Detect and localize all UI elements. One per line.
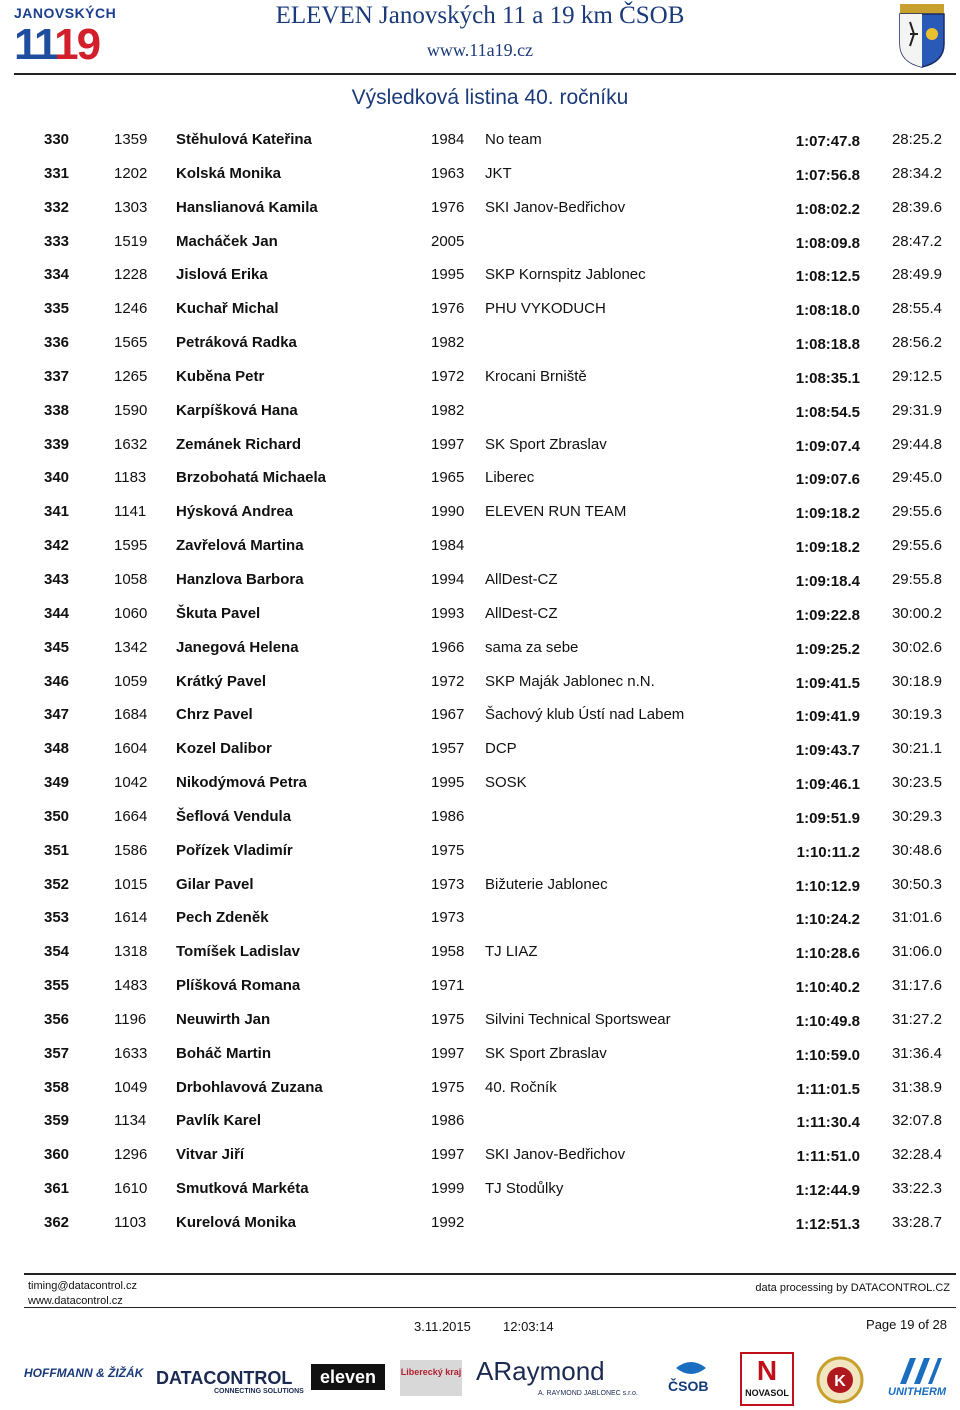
- result-bib: 1134: [114, 1112, 147, 1130]
- result-name: Boháč Martin: [176, 1044, 272, 1062]
- result-time: 1:11:51.0: [796, 1148, 860, 1166]
- table-row: [0, 800, 960, 834]
- table-row: [0, 258, 960, 292]
- result-name: Hanzlova Barbora: [176, 570, 304, 588]
- result-year: 1975: [431, 1078, 465, 1096]
- result-gap: 29:44.8: [891, 435, 942, 453]
- result-rank: 330: [44, 131, 70, 148]
- result-year: 1986: [431, 807, 465, 825]
- result-gap: 31:36.4: [891, 1044, 942, 1062]
- result-bib: 1042: [114, 774, 148, 792]
- result-bib: 1103: [114, 1214, 147, 1231]
- footer-email[interactable]: timing@datacontrol.cz: [28, 1280, 137, 1292]
- footer-website[interactable]: www.datacontrol.cz: [28, 1295, 123, 1307]
- result-club: Bižuterie Jablonec: [485, 875, 608, 893]
- table-row: [0, 665, 960, 699]
- result-rank: 347: [44, 706, 70, 724]
- result-rank: 351: [44, 841, 70, 859]
- result-name: Vitvar Jiří: [176, 1146, 245, 1164]
- sponsor-araymond: ARaymond: [476, 1356, 605, 1386]
- result-rank: 339: [44, 435, 70, 453]
- result-bib: 1586: [114, 841, 148, 859]
- table-row: [0, 1138, 960, 1172]
- result-bib: 1049: [114, 1078, 148, 1096]
- table-row: [0, 360, 960, 394]
- result-year: 1997: [431, 1044, 465, 1062]
- sponsor-eleven: eleven: [311, 1364, 385, 1390]
- sponsor-hoffmann-zizak: HOFFMANN & ŽIŽÁK: [24, 1366, 144, 1380]
- result-time: 1:10:49.8: [795, 1012, 860, 1030]
- result-time: 1:08:18.0: [795, 302, 860, 320]
- result-year: 1994: [431, 570, 465, 588]
- results-table: [0, 123, 960, 1240]
- result-rank: 342: [44, 537, 70, 555]
- result-time: 1:09:18.2: [795, 539, 860, 557]
- result-bib: 1296: [114, 1146, 148, 1164]
- result-rank: 355: [44, 977, 70, 995]
- result-club: Krocani Brniště: [485, 367, 587, 385]
- table-row: [0, 326, 960, 360]
- result-bib: 1318: [114, 943, 148, 961]
- result-club: SKI Janov-Bedřichov: [485, 198, 626, 216]
- result-name: Hanslianová Kamila: [176, 198, 318, 216]
- result-gap: 30:18.9: [891, 672, 942, 690]
- result-time: 1:10:28.6: [795, 945, 860, 963]
- result-name: Kuchař Michal: [176, 300, 279, 318]
- result-name: Macháček Jan: [176, 232, 278, 250]
- result-rank: 362: [44, 1214, 70, 1231]
- result-rank: 334: [44, 266, 70, 284]
- result-club: Šachový klub Ústí nad Labem: [485, 706, 685, 724]
- result-year: 2005: [431, 232, 465, 250]
- results-title: Výsledková listina 40. ročníku: [351, 86, 629, 109]
- result-time: 1:07:56.8: [795, 166, 860, 184]
- table-row: [0, 191, 960, 225]
- result-gap: 32:07.8: [891, 1112, 942, 1130]
- result-rank: 335: [44, 300, 70, 318]
- result-name: Gilar Pavel: [176, 875, 254, 893]
- result-time: 1:10:12.9: [795, 877, 860, 895]
- result-rank: 353: [44, 909, 70, 927]
- result-rank: 346: [44, 672, 70, 690]
- result-gap: 31:06.0: [891, 943, 942, 961]
- table-row: [0, 123, 960, 157]
- table-row: [0, 563, 960, 597]
- result-time: 1:08:54.5: [795, 403, 860, 421]
- result-time: 1:12:44.9: [795, 1182, 860, 1200]
- result-name: Kuběna Petr: [176, 367, 265, 385]
- result-time: 1:09:41.9: [795, 708, 860, 726]
- result-gap: 28:55.4: [891, 300, 942, 318]
- result-name: Krátký Pavel: [176, 672, 267, 690]
- table-row: [0, 225, 960, 259]
- footer-divider: [24, 1273, 956, 1275]
- result-club: AllDest-CZ: [485, 604, 558, 622]
- header-divider: [14, 73, 956, 75]
- result-bib: 1614: [114, 909, 148, 927]
- result-year: 1999: [431, 1180, 465, 1198]
- result-name: Pavlík Karel: [176, 1112, 262, 1130]
- result-club: 40. Ročník: [485, 1078, 557, 1096]
- result-rank: 357: [44, 1044, 70, 1062]
- sponsor-araymond-sub: A. RAYMOND JABLONEC s.r.o.: [538, 1390, 638, 1397]
- result-rank: 331: [44, 164, 70, 182]
- result-bib: 1359: [114, 131, 148, 148]
- result-year: 1975: [431, 1010, 465, 1028]
- result-gap: 30:00.2: [891, 604, 942, 622]
- result-rank: 349: [44, 774, 70, 792]
- result-rank: 337: [44, 367, 70, 385]
- result-rank: 332: [44, 198, 70, 216]
- sponsor-bar: [18, 1350, 958, 1408]
- result-name: Kolská Monika: [176, 164, 282, 182]
- result-rank: 333: [44, 232, 70, 250]
- result-name: Zemánek Richard: [176, 435, 302, 453]
- svg-text:K: K: [834, 1373, 846, 1390]
- result-year: 1957: [431, 740, 465, 758]
- table-row: [0, 1003, 960, 1037]
- result-club: SKP Kornspitz Jablonec: [485, 266, 646, 284]
- result-club: Silvini Technical Sportswear: [485, 1010, 671, 1028]
- event-logo-top: JANOVSKÝCH: [14, 5, 117, 21]
- result-name: Zavřelová Martina: [176, 537, 304, 555]
- table-row: [0, 834, 960, 868]
- result-rank: 360: [44, 1146, 70, 1164]
- result-rank: 350: [44, 807, 70, 825]
- result-name: Brzobohatá Michaela: [176, 469, 327, 487]
- table-row: [0, 529, 960, 563]
- result-bib: 1483: [114, 977, 148, 995]
- result-club: JKT: [485, 164, 512, 182]
- result-name: Neuwirth Jan: [176, 1010, 271, 1028]
- result-time: 1:10:11.2: [796, 843, 860, 861]
- result-year: 1976: [431, 300, 465, 318]
- result-club: ELEVEN RUN TEAM: [485, 503, 627, 521]
- result-year: 1986: [431, 1112, 465, 1130]
- sponsor-datacontrol-sub: CONNECTING SOLUTIONS: [214, 1388, 304, 1395]
- result-time: 1:08:02.2: [795, 200, 860, 218]
- result-year: 1966: [431, 638, 465, 656]
- result-club: SOSK: [485, 774, 527, 792]
- result-time: 1:08:35.1: [795, 369, 860, 387]
- result-bib: 1684: [114, 706, 148, 724]
- result-time: 1:08:09.8: [795, 234, 860, 252]
- result-gap: 33:28.7: [891, 1214, 942, 1231]
- table-row: [0, 394, 960, 428]
- result-time: 1:12:51.3: [795, 1216, 860, 1233]
- table-row: [0, 157, 960, 191]
- result-bib: 1060: [114, 604, 148, 622]
- sponsor-liberecky-kraj: Liberecký kraj: [400, 1360, 462, 1396]
- event-logo-19: 19: [54, 20, 100, 69]
- sponsor-unitherm: UNITHERM: [888, 1386, 947, 1398]
- result-gap: 29:12.5: [891, 367, 942, 385]
- result-rank: 344: [44, 604, 70, 622]
- result-gap: 28:34.2: [891, 164, 942, 182]
- result-club: TJ LIAZ: [485, 943, 538, 961]
- result-name: Stěhulová Kateřina: [176, 131, 312, 148]
- result-name: Chrz Pavel: [176, 706, 253, 724]
- result-year: 1973: [431, 875, 465, 893]
- table-row: [0, 935, 960, 969]
- result-name: Pech Zdeněk: [176, 909, 269, 927]
- result-year: 1984: [431, 537, 465, 555]
- result-name: Hýsková Andrea: [176, 503, 293, 521]
- table-row: [0, 495, 960, 529]
- result-rank: 338: [44, 401, 70, 419]
- result-name: Karpíšková Hana: [176, 401, 298, 419]
- result-bib: 1303: [114, 198, 148, 216]
- table-row: [0, 1104, 960, 1138]
- result-year: 1993: [431, 604, 465, 622]
- result-bib: 1610: [114, 1180, 148, 1198]
- result-time: 1:11:01.5: [796, 1080, 860, 1098]
- event-logo-11: 11: [14, 20, 55, 69]
- result-time: 1:09:46.1: [795, 776, 860, 794]
- result-name: Drbohlavová Zuzana: [176, 1078, 323, 1096]
- sponsor-datacontrol: DATACONTROL: [156, 1368, 293, 1388]
- town-crest-icon: [896, 4, 948, 68]
- result-time: 1:09:43.7: [795, 742, 860, 760]
- result-name: Jislová Erika: [176, 266, 268, 284]
- result-gap: 32:28.4: [891, 1146, 942, 1164]
- result-time: 1:10:59.0: [795, 1046, 860, 1064]
- result-gap: 30:23.5: [891, 774, 942, 792]
- result-year: 1965: [431, 469, 465, 487]
- result-gap: 29:31.9: [891, 401, 942, 419]
- result-rank: 336: [44, 334, 70, 352]
- result-year: 1984: [431, 131, 465, 148]
- result-name: Kozel Dalibor: [176, 740, 272, 758]
- result-rank: 352: [44, 875, 70, 893]
- result-time: 1:09:41.5: [795, 674, 860, 692]
- result-time: 1:10:24.2: [795, 911, 860, 929]
- result-gap: 29:55.8: [891, 570, 942, 588]
- result-club: SKP Maják Jablonec n.N.: [485, 672, 655, 690]
- result-gap: 28:47.2: [891, 232, 942, 250]
- table-row: [0, 732, 960, 766]
- result-gap: 30:21.1: [891, 740, 942, 758]
- result-name: Smutková Markéta: [176, 1180, 309, 1198]
- result-club: sama za sebe: [485, 638, 579, 656]
- result-year: 1997: [431, 435, 465, 453]
- result-gap: 28:39.6: [891, 198, 942, 216]
- result-time: 1:09:22.8: [795, 606, 860, 624]
- result-gap: 30:02.6: [891, 638, 942, 656]
- result-gap: 31:01.6: [891, 909, 942, 927]
- result-rank: 354: [44, 943, 70, 961]
- table-row: [0, 868, 960, 902]
- table-row: [0, 1071, 960, 1105]
- result-bib: 1183: [114, 469, 147, 487]
- result-gap: 33:22.3: [891, 1180, 942, 1198]
- result-year: 1963: [431, 164, 465, 182]
- table-row: [0, 969, 960, 1003]
- result-time: 1:07:47.8: [795, 133, 860, 150]
- result-bib: 1141: [114, 503, 147, 521]
- result-name: Kurelová Monika: [176, 1214, 297, 1231]
- result-year: 1971: [431, 977, 465, 995]
- result-bib: 1632: [114, 435, 148, 453]
- result-rank: 361: [44, 1180, 70, 1198]
- k-badge-icon: [816, 1352, 864, 1406]
- result-rank: 358: [44, 1078, 70, 1096]
- result-year: 1976: [431, 198, 465, 216]
- result-time: 1:10:40.2: [795, 979, 860, 997]
- result-bib: 1058: [114, 570, 148, 588]
- result-year: 1973: [431, 909, 465, 927]
- result-name: Petráková Radka: [176, 334, 297, 352]
- result-bib: 1604: [114, 740, 148, 758]
- result-club: SK Sport Zbraslav: [485, 1044, 607, 1062]
- result-rank: 345: [44, 638, 70, 656]
- result-time: 1:09:18.4: [795, 572, 860, 590]
- result-club: TJ Stodůlky: [485, 1180, 564, 1198]
- novasol-n-icon: N: [756, 1355, 778, 1386]
- unitherm-logo-icon: [894, 1356, 944, 1386]
- table-row: [0, 597, 960, 631]
- result-club: No team: [485, 131, 542, 148]
- result-gap: 30:48.6: [891, 841, 942, 859]
- result-time: 1:09:18.2: [795, 505, 860, 523]
- result-year: 1995: [431, 774, 465, 792]
- result-bib: 1633: [114, 1044, 148, 1062]
- result-gap: 31:27.2: [891, 1010, 942, 1028]
- page-number: Page 19 of 28: [866, 1317, 947, 1332]
- footer-time: 12:03:14: [503, 1319, 554, 1334]
- result-rank: 341: [44, 503, 70, 521]
- result-bib: 1228: [114, 266, 148, 284]
- result-rank: 343: [44, 570, 70, 588]
- table-row: [0, 766, 960, 800]
- result-name: Plíšková Romana: [176, 977, 301, 995]
- table-row: [0, 461, 960, 495]
- result-time: 1:09:25.2: [795, 640, 860, 658]
- table-row: [0, 631, 960, 665]
- table-row: [0, 428, 960, 462]
- website-link[interactable]: www.11a19.cz: [426, 40, 534, 60]
- result-bib: 1595: [114, 537, 148, 555]
- table-row: [0, 1172, 960, 1206]
- result-club: SK Sport Zbraslav: [485, 435, 607, 453]
- page-title: ELEVEN Janovských 11 a 19 km ČSOB: [275, 2, 685, 29]
- result-rank: 348: [44, 740, 70, 758]
- result-year: 1972: [431, 367, 465, 385]
- result-time: 1:11:30.4: [796, 1114, 860, 1132]
- result-bib: 1202: [114, 164, 148, 182]
- event-logo: [14, 5, 126, 67]
- result-gap: 29:55.6: [891, 503, 942, 521]
- result-gap: 28:25.2: [891, 131, 942, 148]
- result-name: Škuta Pavel: [176, 604, 261, 622]
- result-bib: 1015: [114, 875, 148, 893]
- result-year: 1958: [431, 943, 465, 961]
- result-time: 1:09:07.6: [795, 471, 860, 489]
- result-bib: 1196: [114, 1010, 147, 1028]
- result-bib: 1590: [114, 401, 148, 419]
- result-club: Liberec: [485, 469, 535, 487]
- result-year: 1982: [431, 334, 465, 352]
- result-bib: 1059: [114, 672, 148, 690]
- result-bib: 1664: [114, 807, 148, 825]
- result-gap: 31:38.9: [891, 1078, 942, 1096]
- result-name: Nikodýmová Petra: [176, 774, 307, 792]
- result-gap: 30:19.3: [891, 706, 942, 724]
- table-row: [0, 1037, 960, 1071]
- result-name: Pořízek Vladimír: [176, 841, 293, 859]
- result-name: Šeflová Vendula: [176, 807, 292, 825]
- result-club: PHU VYKODUCH: [485, 300, 606, 318]
- result-club: AllDest-CZ: [485, 570, 558, 588]
- sponsor-novasol: N NOVASOL: [740, 1352, 794, 1406]
- result-rank: 356: [44, 1010, 70, 1028]
- table-row: [0, 901, 960, 935]
- csob-logo-icon: [674, 1358, 708, 1378]
- result-name: Tomíšek Ladislav: [176, 943, 300, 961]
- result-bib: 1342: [114, 638, 148, 656]
- footer-divider-2: [24, 1307, 956, 1308]
- result-club: SKI Janov-Bedřichov: [485, 1146, 626, 1164]
- result-bib: 1265: [114, 367, 148, 385]
- footer-processing: data processing by DATACONTROL.CZ: [755, 1282, 950, 1294]
- result-year: 1997: [431, 1146, 465, 1164]
- result-rank: 359: [44, 1112, 70, 1130]
- table-row: [0, 1206, 960, 1240]
- result-year: 1992: [431, 1214, 465, 1231]
- table-row: [0, 698, 960, 732]
- result-bib: 1519: [114, 232, 148, 250]
- result-gap: 28:49.9: [891, 266, 942, 284]
- result-bib: 1565: [114, 334, 148, 352]
- footer-date: 3.11.2015: [414, 1319, 471, 1334]
- result-gap: 29:45.0: [891, 469, 942, 487]
- result-club: DCP: [485, 740, 517, 758]
- result-year: 1995: [431, 266, 465, 284]
- result-bib: 1246: [114, 300, 148, 318]
- result-year: 1972: [431, 672, 465, 690]
- result-gap: 28:56.2: [891, 334, 942, 352]
- table-row: [0, 292, 960, 326]
- result-year: 1975: [431, 841, 465, 859]
- result-gap: 30:29.3: [891, 807, 942, 825]
- result-year: 1982: [431, 401, 465, 419]
- sponsor-csob: ČSOB: [668, 1378, 709, 1394]
- result-year: 1967: [431, 706, 465, 724]
- result-time: 1:08:18.8: [795, 336, 860, 354]
- result-year: 1990: [431, 503, 465, 521]
- result-time: 1:08:12.5: [795, 268, 860, 286]
- result-time: 1:09:07.4: [795, 437, 860, 455]
- result-gap: 31:17.6: [891, 977, 942, 995]
- result-gap: 30:50.3: [891, 875, 942, 893]
- result-rank: 340: [44, 469, 70, 487]
- result-gap: 29:55.6: [891, 537, 942, 555]
- result-name: Janegová Helena: [176, 638, 299, 656]
- result-time: 1:09:51.9: [795, 809, 860, 827]
